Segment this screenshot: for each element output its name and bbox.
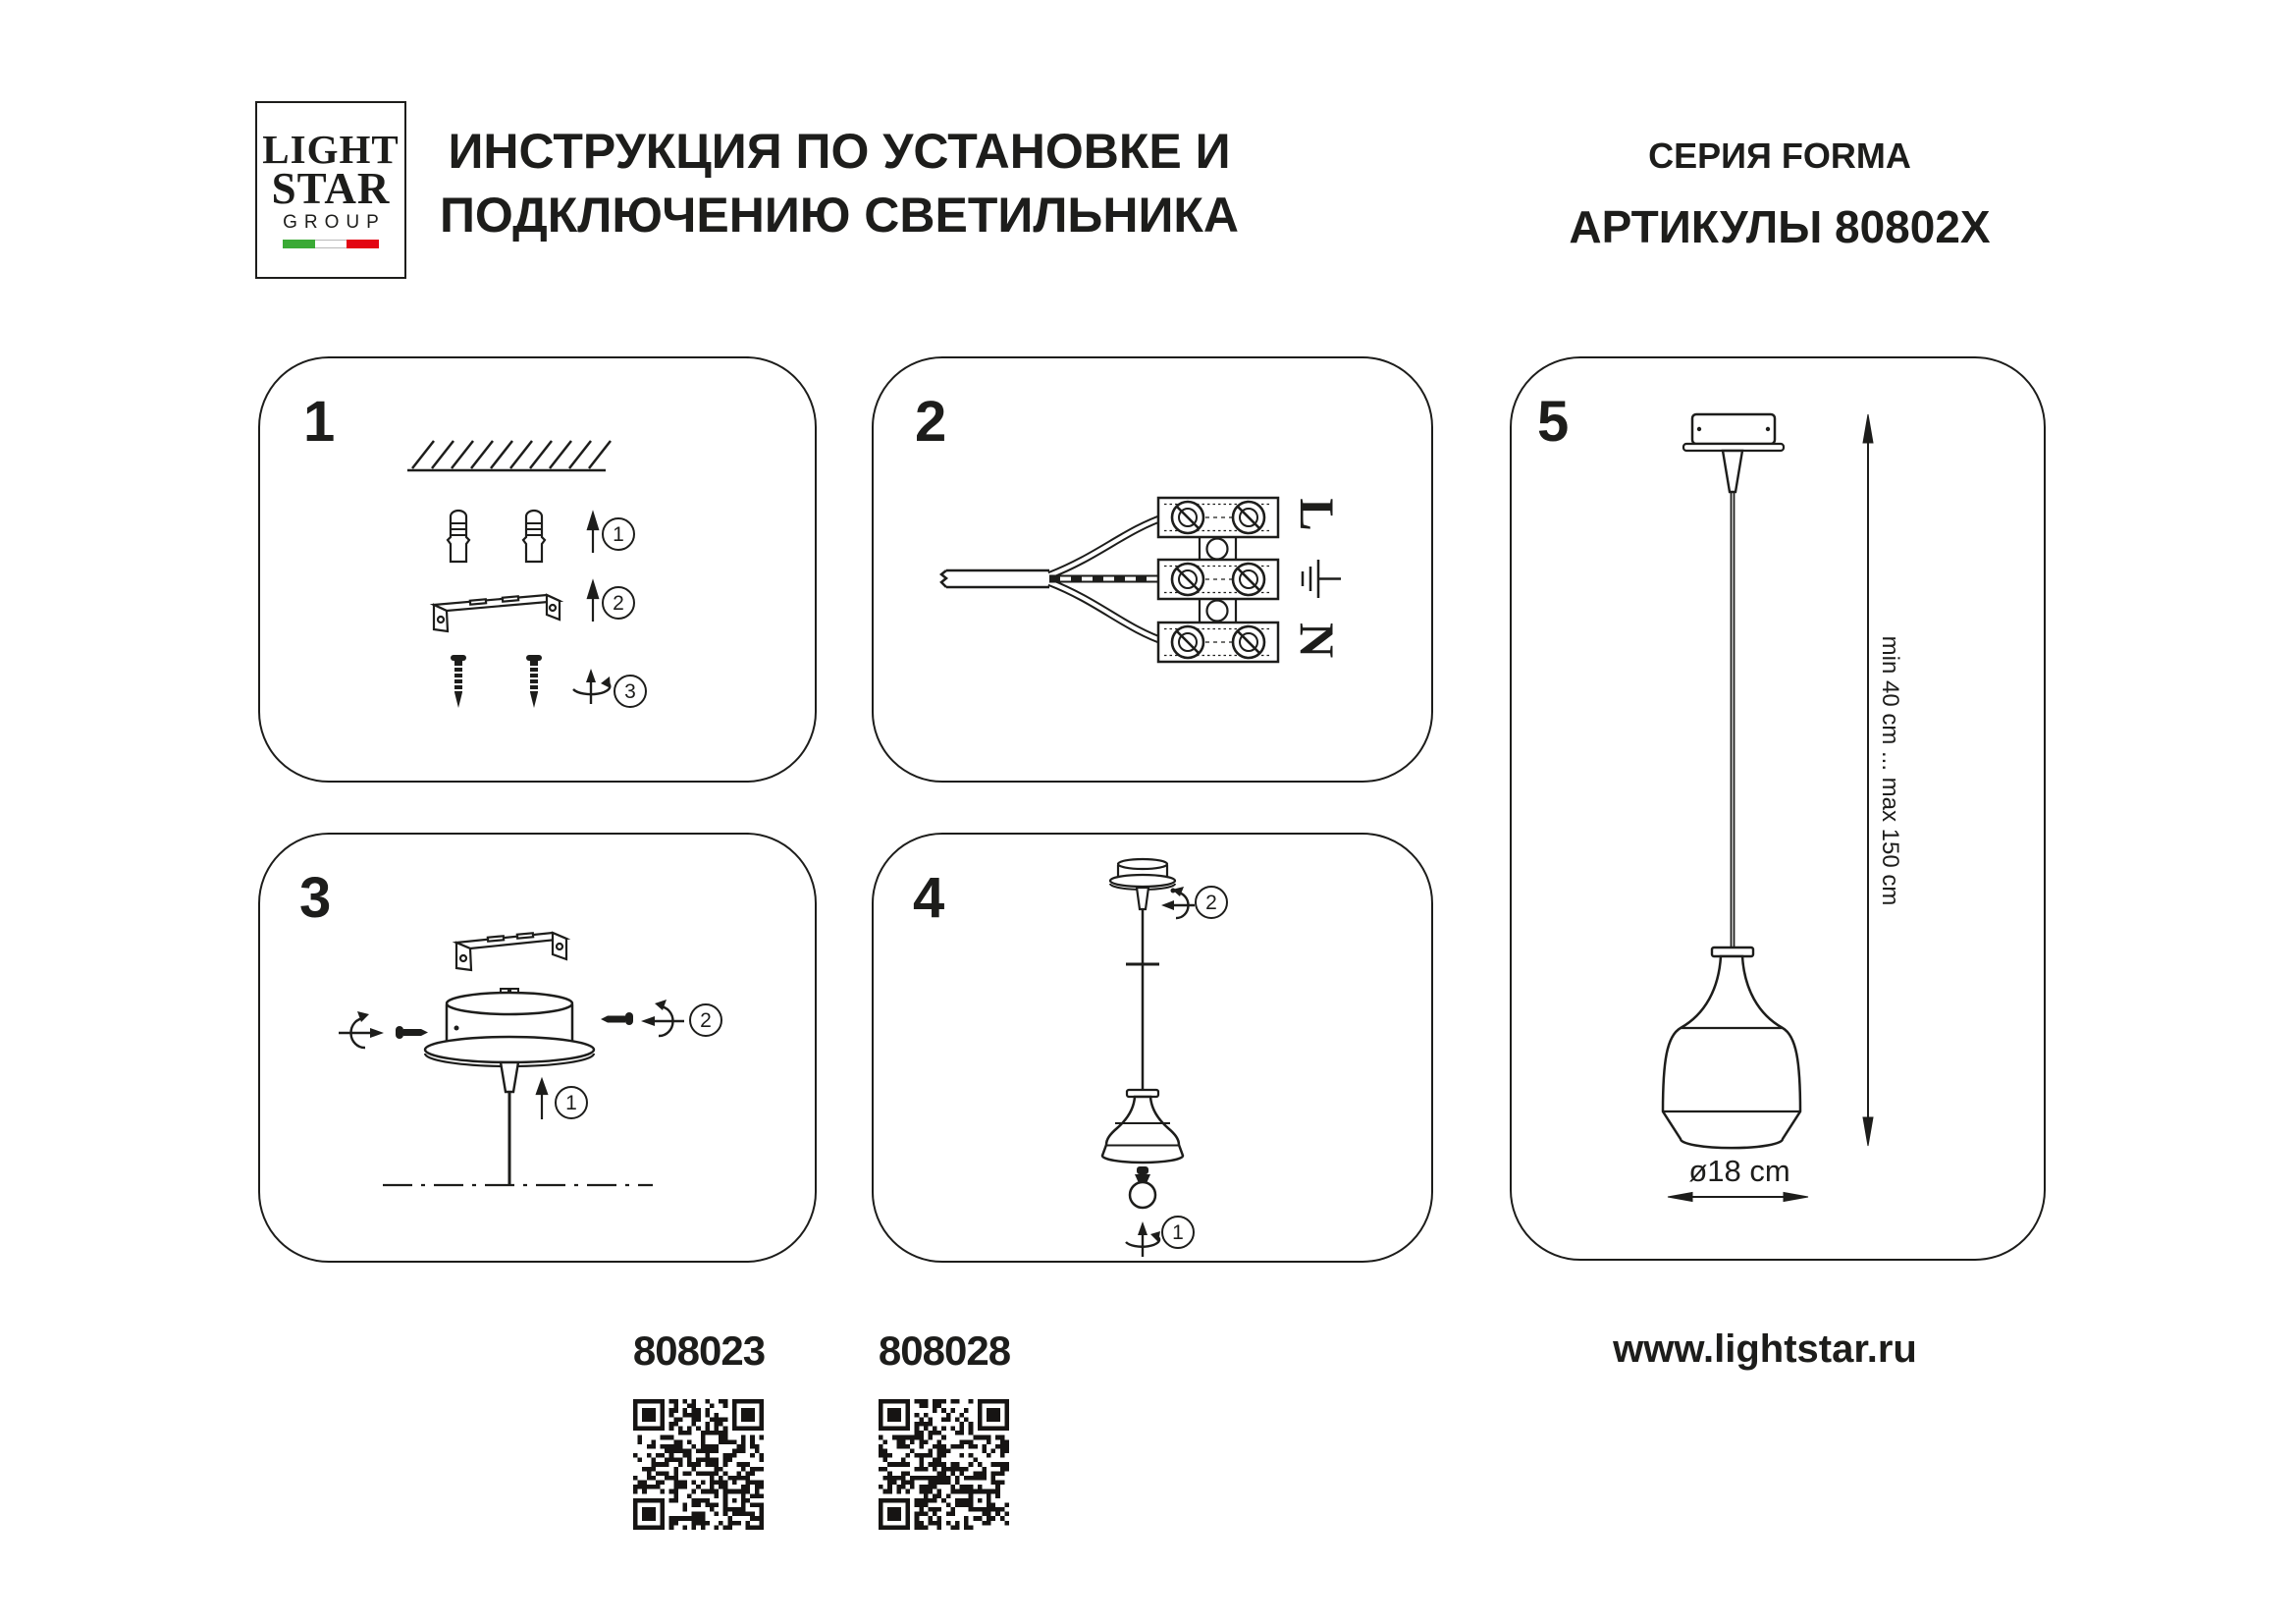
step-2-panel: [872, 356, 1433, 783]
lift-arrow: [537, 1080, 547, 1119]
logo-text-star: STAR: [271, 163, 391, 213]
step-marker: 3: [614, 675, 647, 708]
step-1-panel: [258, 356, 817, 783]
wall-plug-icon: [523, 511, 545, 562]
rotate-arrow-icon: [339, 1011, 384, 1048]
lamp-shade: [1102, 1090, 1183, 1163]
logo-text-group: GROUP: [283, 212, 386, 234]
step-3-diagram: [260, 835, 815, 1261]
step-4-diagram: [874, 835, 1431, 1261]
flag-green-stripe: [283, 240, 315, 248]
italy-flag-icon: [283, 240, 379, 248]
step-4-panel: [872, 833, 1433, 1263]
light-bulb-icon: [1130, 1166, 1155, 1208]
step-marker: 2: [602, 586, 635, 620]
rotate-arrow-icon: [1161, 887, 1195, 918]
insert-arrow-2: [588, 582, 598, 622]
mounting-bracket: [434, 595, 560, 631]
series-block: [1569, 135, 1990, 253]
supply-cable: [941, 570, 1049, 587]
diameter-dimension-arrow: [1668, 1193, 1808, 1202]
flag-white-stripe: [315, 240, 347, 248]
step-marker: 1: [1161, 1216, 1195, 1249]
article-code: 808023: [632, 1327, 766, 1374]
page-title-line-1: ИНСТРУКЦИЯ ПО УСТАНОВКЕ И: [448, 124, 1231, 179]
step-2-number: 2: [915, 390, 947, 454]
diameter-label: ø18 cm: [1688, 1154, 1790, 1188]
rotate-arrow-icon: [573, 669, 611, 704]
step-3-number: 3: [299, 866, 332, 930]
height-range-label: min 40 cm ... max 150 cm: [1877, 635, 1903, 906]
step-2-diagram: [874, 358, 1431, 781]
qr-code: [879, 1399, 1009, 1530]
page-title-line-2: ПОДКЛЮЧЕНИЮ СВЕТИЛЬНИКА: [439, 188, 1240, 243]
lamp-shade: [1663, 947, 1800, 1148]
step-5-diagram: [1512, 358, 2044, 1259]
series-label: СЕРИЯ FORMA: [1648, 135, 1911, 176]
ceiling-hatch: [407, 441, 611, 470]
rotate-arrow-icon: [1126, 1221, 1160, 1257]
wires: [1049, 516, 1166, 642]
screw-icon: [526, 655, 542, 708]
articles-label: АРТИКУЛЫ 80802X: [1569, 201, 1991, 252]
earth-symbol-icon: [1303, 560, 1341, 598]
step-4-number: 4: [913, 866, 945, 930]
step-marker: 1: [555, 1086, 588, 1119]
neutral-wire-label: N: [1290, 622, 1345, 659]
canopy: [1110, 859, 1176, 909]
wall-plug-icon: [448, 511, 469, 562]
article-code: 808028: [878, 1327, 1011, 1374]
website-url: www.lightstar.ru: [1613, 1327, 1917, 1371]
page-title: [440, 120, 1239, 247]
step-1-diagram: [260, 358, 815, 781]
flag-red-stripe: [347, 240, 379, 248]
mounting-bracket: [456, 933, 566, 970]
screw-icon: [451, 655, 466, 708]
logo-text-light: LIGHT: [262, 126, 400, 172]
canopy: [1683, 414, 1784, 492]
height-dimension-arrow: [1863, 414, 1873, 1146]
step-5-number: 5: [1537, 390, 1570, 454]
step-5-panel: [1510, 356, 2046, 1261]
brand-logo: [255, 101, 406, 279]
screw-icon: [601, 1012, 633, 1025]
qr-code: [633, 1399, 764, 1530]
step-marker: 1: [602, 517, 635, 551]
screw-icon: [396, 1026, 428, 1039]
insert-arrow-1: [588, 514, 598, 553]
live-wire-label: L: [1290, 498, 1345, 531]
suspension-cord: [1732, 492, 1735, 948]
rotate-arrow-icon: [641, 1000, 684, 1036]
step-1-number: 1: [303, 390, 336, 454]
step-marker: 2: [689, 1003, 722, 1037]
step-3-panel: [258, 833, 817, 1263]
step-marker: 2: [1195, 886, 1228, 919]
